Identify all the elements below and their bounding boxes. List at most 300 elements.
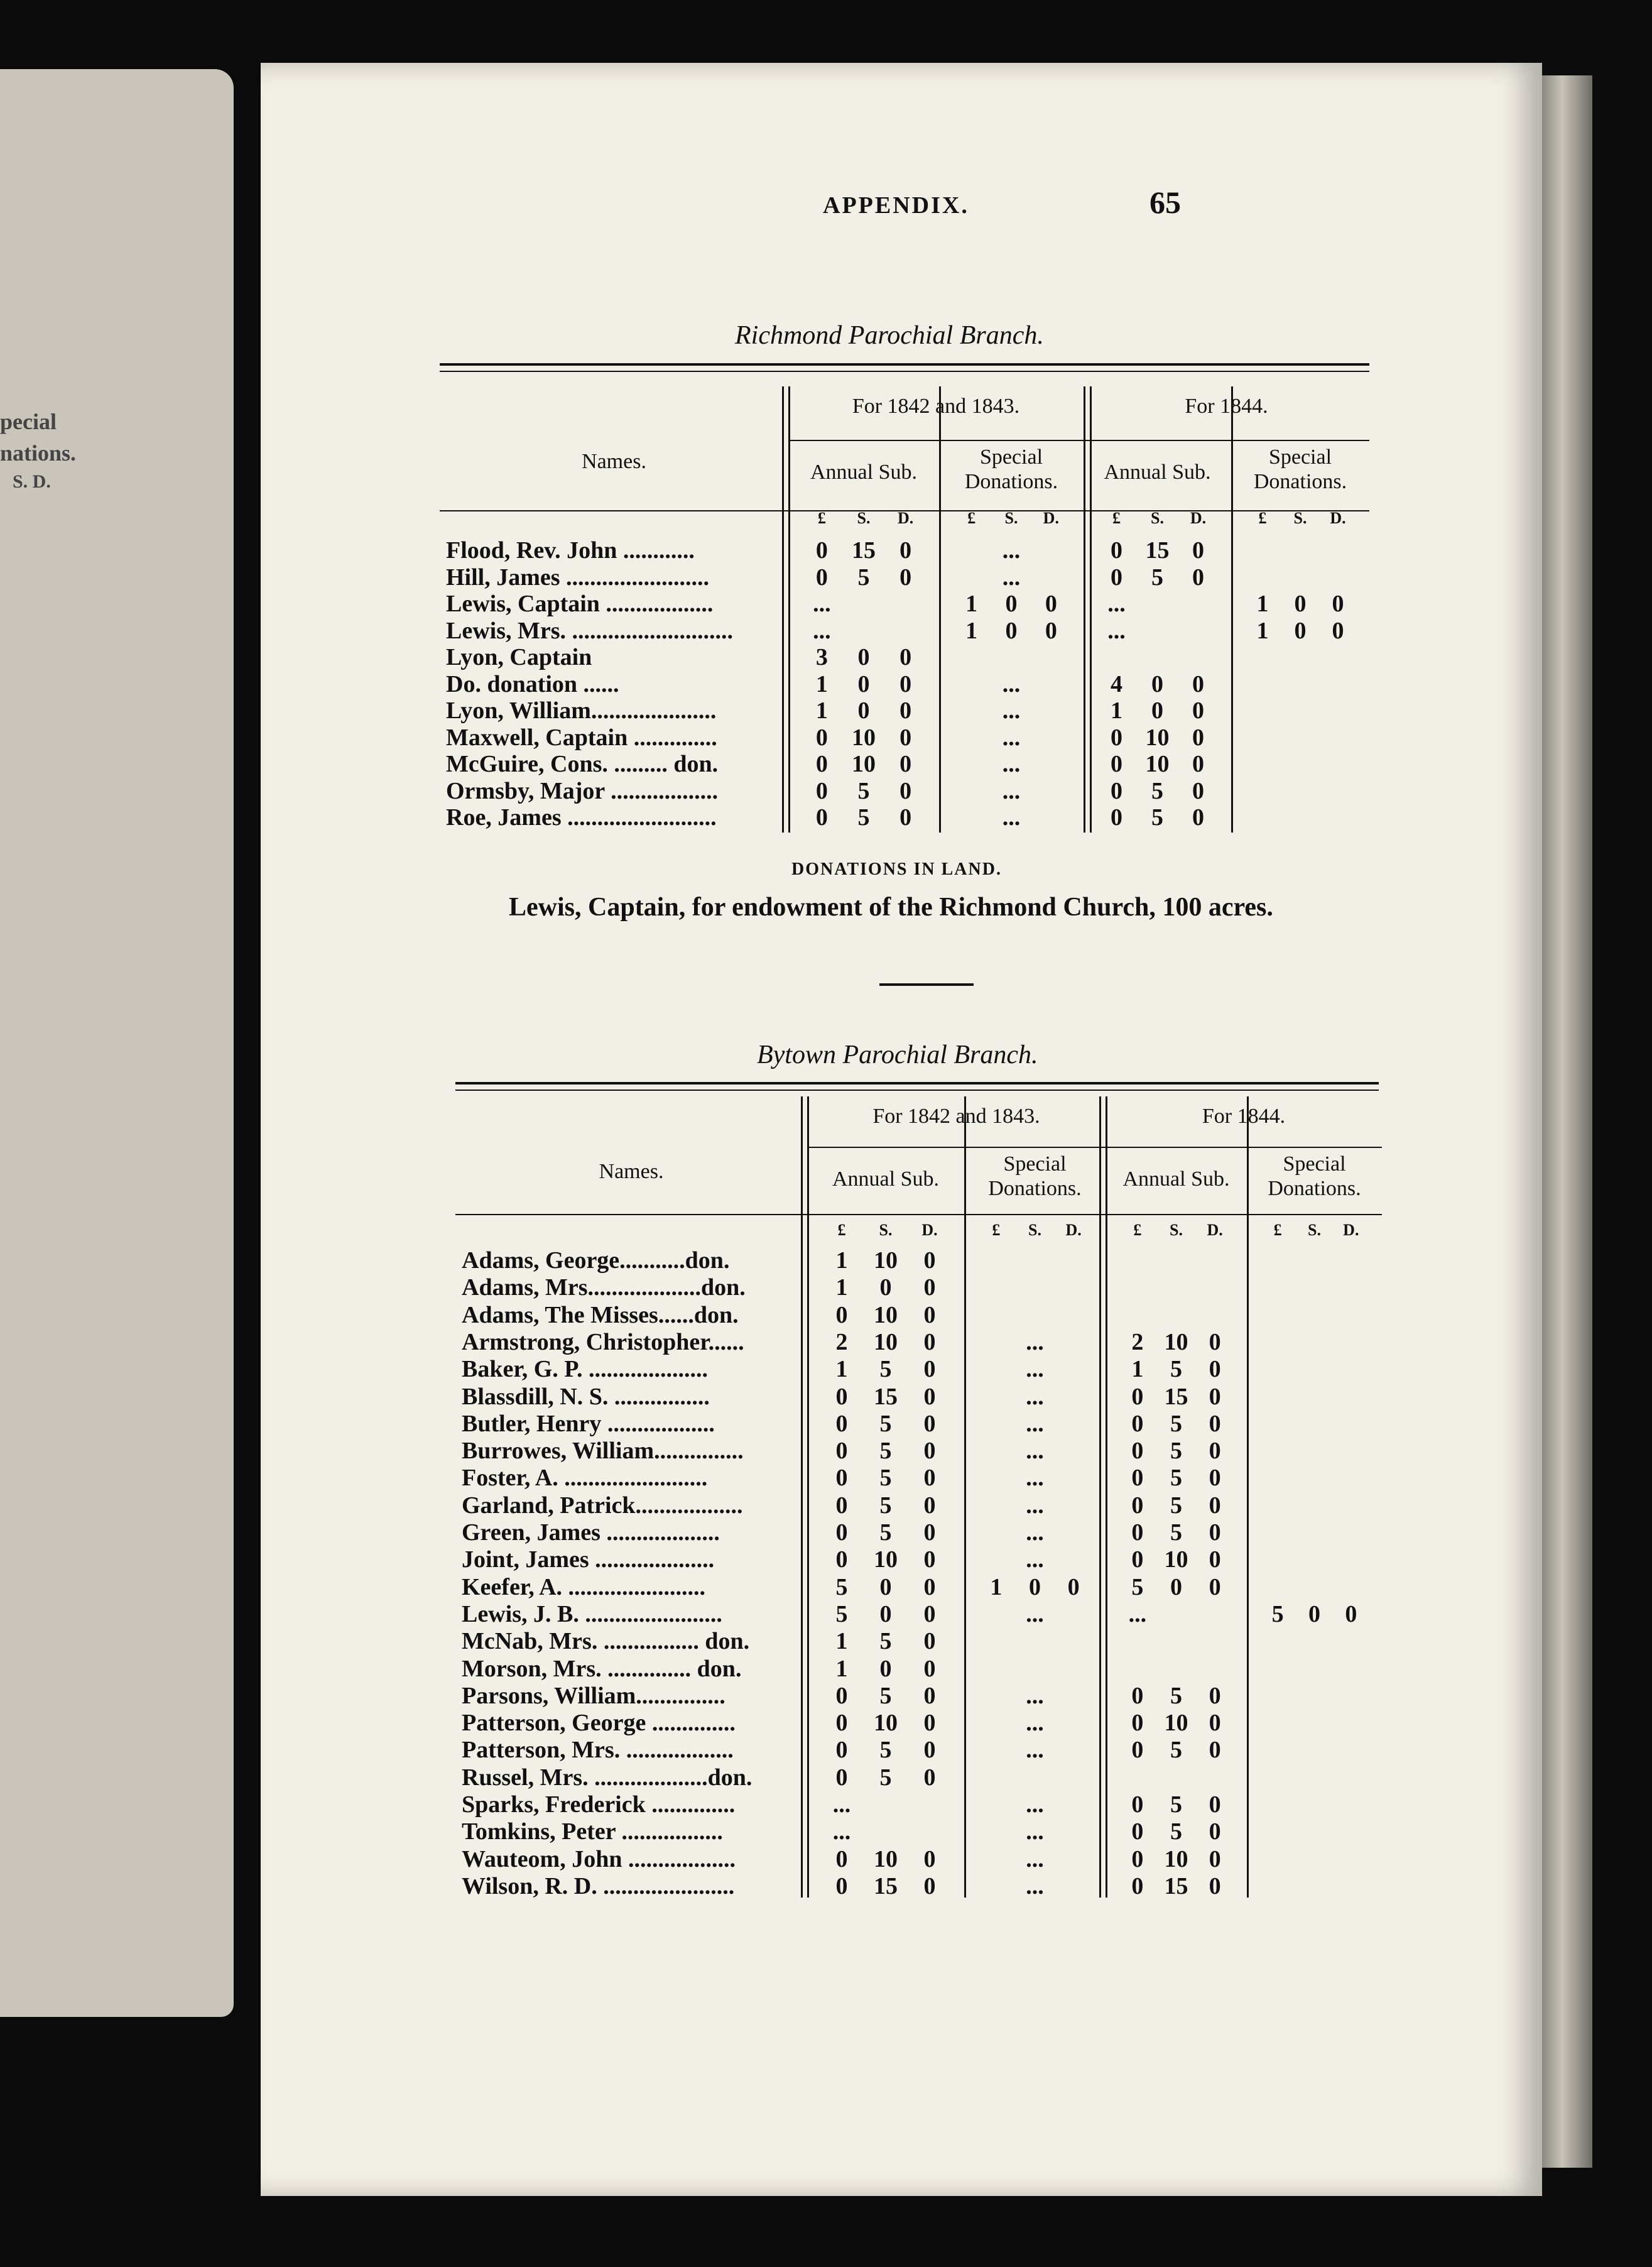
amount-cell: 10 <box>874 1328 898 1355</box>
unit-label: D. <box>1065 1221 1082 1239</box>
table-rule <box>455 1090 1379 1091</box>
amount-cell: 0 <box>899 564 912 591</box>
amount-cell: 0 <box>835 1710 848 1737</box>
ellipsis-cell: ... <box>1002 697 1021 724</box>
names-header: Names. <box>582 450 646 473</box>
amount-cell: ... <box>1107 591 1126 617</box>
name-cell: McNab, Mrs. ................ don. <box>462 1628 750 1655</box>
amount-cell: 0 <box>1209 1682 1221 1709</box>
unit-label: £ <box>817 509 826 527</box>
period-header: For 1844. <box>1185 395 1268 418</box>
amount-cell: 10 <box>1164 1710 1188 1737</box>
amount-cell: 0 <box>923 1682 936 1709</box>
unit-label: £ <box>837 1221 846 1239</box>
name-cell: Morson, Mrs. .............. don. <box>462 1655 742 1682</box>
special-donations-header: Special Donations. <box>988 1152 1082 1201</box>
amount-cell: 0 <box>1131 1791 1144 1818</box>
amount-cell: 0 <box>1308 1600 1320 1627</box>
ellipsis-cell: ... <box>1026 1845 1044 1872</box>
amount-cell: 0 <box>1192 564 1204 591</box>
amount-cell: 0 <box>835 1764 848 1791</box>
amount-cell: 0 <box>1131 1519 1144 1546</box>
unit-label: £ <box>1133 1221 1142 1239</box>
name-cell: Garland, Patrick.................. <box>462 1492 743 1519</box>
unit-label: D. <box>921 1221 938 1239</box>
ellipsis-cell: ... <box>1002 564 1021 591</box>
amount-cell: 0 <box>1209 1710 1221 1737</box>
amount-cell: 0 <box>1209 1410 1221 1437</box>
ellipsis-cell: ... <box>1002 777 1021 804</box>
unit-label: S. <box>1151 509 1164 527</box>
ellipsis-cell: ... <box>1026 1356 1044 1383</box>
name-cell: Sparks, Frederick .............. <box>462 1791 736 1818</box>
amount-cell: 0 <box>1111 537 1122 564</box>
amount-cell: 0 <box>857 670 870 697</box>
period-header: For 1842 and 1843. <box>872 1105 1040 1128</box>
amount-cell: 5 <box>879 1764 892 1791</box>
amount-cell: 0 <box>1209 1492 1221 1519</box>
amount-cell: 0 <box>835 1410 848 1437</box>
table-rule <box>455 1082 1379 1084</box>
amount-cell: 5 <box>1131 1573 1144 1600</box>
amount-cell: 0 <box>1111 777 1122 804</box>
name-cell: Ormsby, Major .................. <box>446 777 719 804</box>
ellipsis-cell: ... <box>1002 751 1021 777</box>
amount-cell: 0 <box>1209 1383 1221 1410</box>
amount-cell: 5 <box>879 1438 892 1465</box>
amount-cell: 5 <box>1170 1519 1182 1546</box>
amount-cell: 0 <box>1111 724 1122 751</box>
amount-cell: 5 <box>857 804 870 831</box>
names-header: Names. <box>599 1160 664 1183</box>
amount-cell: 0 <box>1131 1845 1144 1872</box>
ellipsis-cell: ... <box>1026 1791 1044 1818</box>
amount-cell: 0 <box>899 697 912 724</box>
amount-cell: 0 <box>1131 1546 1144 1573</box>
amount-cell: 10 <box>874 1247 898 1274</box>
amount-cell: 0 <box>923 1247 936 1274</box>
ellipsis-cell: ... <box>1026 1328 1044 1355</box>
amount-cell: 5 <box>1170 1410 1182 1437</box>
name-cell: Adams, Mrs...................don. <box>462 1274 746 1301</box>
amount-cell: 0 <box>1192 751 1204 777</box>
amount-cell: 5 <box>1151 564 1163 591</box>
amount-cell: 0 <box>1131 1818 1144 1845</box>
name-cell: Adams, George...........don. <box>462 1247 730 1274</box>
amount-cell: 0 <box>1209 1356 1221 1383</box>
amount-cell: 0 <box>857 697 870 724</box>
amount-cell: 5 <box>835 1573 848 1600</box>
unit-label: D. <box>898 509 914 527</box>
amount-cell: 0 <box>923 1410 936 1437</box>
unit-label: S. <box>1308 1221 1321 1239</box>
amount-cell: 10 <box>851 724 876 751</box>
amount-cell: 15 <box>1145 537 1170 564</box>
amount-cell: 0 <box>815 804 828 831</box>
amount-cell: 0 <box>835 1438 848 1465</box>
amount-cell: 0 <box>835 1737 848 1764</box>
amount-cell: 5 <box>879 1356 892 1383</box>
name-cell: Armstrong, Christopher...... <box>462 1328 744 1355</box>
amount-cell: 15 <box>1164 1383 1188 1410</box>
amount-cell: 10 <box>874 1710 898 1737</box>
header-rule <box>807 1147 1382 1148</box>
amount-cell: 0 <box>923 1655 936 1682</box>
amount-cell: 1 <box>1131 1356 1144 1383</box>
amount-cell: 0 <box>1192 697 1204 724</box>
column-rule <box>1084 386 1085 833</box>
column-rule <box>807 1096 809 1898</box>
ellipsis-cell: ... <box>1002 804 1021 831</box>
amount-cell: 0 <box>1294 591 1307 617</box>
amount-cell: 0 <box>1151 697 1163 724</box>
amount-cell: 0 <box>923 1546 936 1573</box>
amount-cell: 10 <box>1164 1328 1188 1355</box>
amount-cell: 5 <box>879 1737 892 1764</box>
amount-cell: 1 <box>1256 617 1269 644</box>
amount-cell: 0 <box>1005 617 1018 644</box>
amount-cell: 0 <box>1045 617 1057 644</box>
amount-cell: 5 <box>879 1628 892 1655</box>
ellipsis-cell: ... <box>1026 1872 1044 1899</box>
amount-cell: 0 <box>1151 670 1163 697</box>
column-rule <box>1247 1096 1249 1898</box>
amount-cell: 0 <box>1005 591 1018 617</box>
ellipsis-cell: ... <box>1002 724 1021 751</box>
special-donations-header: Special Donations. <box>964 445 1058 494</box>
name-cell: Wauteom, John .................. <box>462 1845 736 1872</box>
ellipsis-cell: ... <box>1026 1546 1044 1573</box>
amount-cell: 0 <box>923 1274 936 1301</box>
unit-label: S. <box>879 1221 893 1239</box>
amount-cell: 0 <box>1111 804 1122 831</box>
name-cell: Blassdill, N. S. ................ <box>462 1383 710 1410</box>
amount-cell: 0 <box>1131 1410 1144 1437</box>
amount-cell: 10 <box>851 751 876 777</box>
amount-cell: 0 <box>815 777 828 804</box>
amount-cell: 15 <box>851 537 876 564</box>
amount-cell: 0 <box>1111 751 1122 777</box>
bytown-title: Bytown Parochial Branch. <box>757 1041 1038 1069</box>
amount-cell: 0 <box>1131 1492 1144 1519</box>
amount-cell: 0 <box>1332 617 1344 644</box>
name-cell: Green, James ................... <box>462 1519 720 1546</box>
amount-cell: 0 <box>857 644 870 670</box>
ellipsis-cell: ... <box>1026 1383 1044 1410</box>
header-rule <box>788 440 1369 441</box>
amount-cell: 5 <box>1170 1438 1182 1465</box>
unit-label: £ <box>1258 509 1267 527</box>
amount-cell: 1 <box>835 1628 848 1655</box>
amount-cell: 0 <box>879 1274 892 1301</box>
amount-cell: 0 <box>923 1573 936 1600</box>
amount-cell: 0 <box>923 1710 936 1737</box>
amount-cell: 10 <box>874 1845 898 1872</box>
name-cell: McGuire, Cons. ......... don. <box>446 751 719 777</box>
unit-label: £ <box>1273 1221 1282 1239</box>
amount-cell: 0 <box>923 1519 936 1546</box>
page-number: 65 <box>1149 185 1181 220</box>
amount-cell: 0 <box>899 751 912 777</box>
amount-cell: 1 <box>835 1247 848 1274</box>
amount-cell: ... <box>813 617 831 644</box>
amount-cell: 0 <box>1028 1573 1041 1600</box>
amount-cell: 0 <box>899 777 912 804</box>
amount-cell: 0 <box>923 1356 936 1383</box>
amount-cell: 0 <box>1294 617 1307 644</box>
amount-cell: 1 <box>1111 697 1122 724</box>
amount-cell: 0 <box>1192 804 1204 831</box>
annual-sub-header: Annual Sub. <box>832 1167 939 1191</box>
amount-cell: 3 <box>815 644 828 670</box>
name-cell: Lyon, Captain <box>446 644 592 670</box>
amount-cell: 1 <box>815 697 828 724</box>
table-rule <box>440 363 1369 366</box>
annual-sub-header: Annual Sub. <box>810 461 917 484</box>
amount-cell: 5 <box>1151 804 1163 831</box>
amount-cell: 0 <box>899 724 912 751</box>
amount-cell: 5 <box>1170 1465 1182 1492</box>
amount-cell: 1 <box>835 1356 848 1383</box>
amount-cell: 0 <box>1192 537 1204 564</box>
name-cell: Parsons, William............... <box>462 1682 725 1709</box>
amount-cell: 0 <box>879 1573 892 1600</box>
column-rule <box>1231 386 1233 833</box>
amount-cell: 0 <box>923 1438 936 1465</box>
name-cell: Flood, Rev. John ............ <box>446 537 695 564</box>
amount-cell: 0 <box>1131 1383 1144 1410</box>
column-rule <box>1090 386 1092 833</box>
amount-cell: ... <box>1128 1600 1147 1627</box>
amount-cell: 5 <box>857 564 870 591</box>
unit-label: D. <box>1190 509 1207 527</box>
amount-cell: 0 <box>899 644 912 670</box>
amount-cell: 0 <box>923 1465 936 1492</box>
amount-cell: 0 <box>1209 1818 1221 1845</box>
amount-cell: 5 <box>1151 777 1163 804</box>
unit-label: £ <box>1112 509 1121 527</box>
unit-label: £ <box>967 509 976 527</box>
amount-cell: 5 <box>1170 1492 1182 1519</box>
amount-cell: 0 <box>815 537 828 564</box>
amount-cell: ... <box>832 1818 851 1845</box>
amount-cell: 0 <box>1131 1737 1144 1764</box>
amount-cell: 1 <box>965 617 978 644</box>
unit-label: S. <box>1170 1221 1183 1239</box>
amount-cell: ... <box>832 1791 851 1818</box>
amount-cell: 15 <box>874 1383 898 1410</box>
unit-label: D. <box>1207 1221 1223 1239</box>
amount-cell: 0 <box>879 1655 892 1682</box>
amount-cell: 10 <box>1145 724 1170 751</box>
amount-cell: 0 <box>835 1845 848 1872</box>
name-cell: Lewis, Captain .................. <box>446 591 714 617</box>
amount-cell: 0 <box>899 804 912 831</box>
left-page-line: nations. <box>0 440 77 466</box>
amount-cell: 0 <box>835 1492 848 1519</box>
unit-label: D. <box>1043 509 1059 527</box>
amount-cell: 0 <box>923 1328 936 1355</box>
amount-cell: 0 <box>1131 1872 1144 1899</box>
unit-label: S. <box>1293 509 1307 527</box>
name-cell: Baker, G. P. .................... <box>462 1356 709 1383</box>
amount-cell: 0 <box>1045 591 1057 617</box>
page-edge <box>1542 75 1592 2168</box>
amount-cell: 0 <box>1209 1737 1221 1764</box>
column-rule <box>1106 1096 1107 1898</box>
amount-cell: 0 <box>1067 1573 1080 1600</box>
amount-cell: 0 <box>835 1546 848 1573</box>
ellipsis-cell: ... <box>1026 1710 1044 1737</box>
name-cell: Wilson, R. D. ...................... <box>462 1872 735 1899</box>
amount-cell: 0 <box>815 564 828 591</box>
amount-cell: 0 <box>1170 1573 1182 1600</box>
amount-cell: 0 <box>1209 1328 1221 1355</box>
amount-cell: 1 <box>1256 591 1269 617</box>
amount-cell: 0 <box>1209 1546 1221 1573</box>
amount-cell: 2 <box>1131 1328 1144 1355</box>
column-rule <box>788 386 790 833</box>
amount-cell: 0 <box>923 1628 936 1655</box>
amount-cell: 5 <box>879 1465 892 1492</box>
left-page-line: pecial <box>0 409 57 434</box>
name-cell: Adams, The Misses......don. <box>462 1301 739 1328</box>
running-head <box>559 185 1181 229</box>
amount-cell: 5 <box>1170 1791 1182 1818</box>
amount-cell: 0 <box>1131 1710 1144 1737</box>
name-cell: Foster, A. ........................ <box>462 1465 708 1492</box>
amount-cell: 4 <box>1111 670 1122 697</box>
ellipsis-cell: ... <box>1026 1465 1044 1492</box>
amount-cell: 0 <box>1209 1519 1221 1546</box>
amount-cell: 10 <box>1145 751 1170 777</box>
ellipsis-cell: ... <box>1026 1438 1044 1465</box>
amount-cell: 0 <box>923 1383 936 1410</box>
name-cell: Patterson, Mrs. .................. <box>462 1737 734 1764</box>
table-rule <box>440 371 1369 372</box>
ellipsis-cell: ... <box>1026 1682 1044 1709</box>
unit-label: S. <box>1004 509 1018 527</box>
amount-cell: 5 <box>879 1519 892 1546</box>
amount-cell: 0 <box>1209 1465 1221 1492</box>
ellipsis-cell: ... <box>1026 1600 1044 1627</box>
amount-cell: 0 <box>899 537 912 564</box>
name-cell: Lyon, William..................... <box>446 697 717 724</box>
unit-label: S. <box>1028 1221 1041 1239</box>
name-cell: Patterson, George .............. <box>462 1710 736 1737</box>
amount-cell: 1 <box>990 1573 1003 1600</box>
amount-cell: 1 <box>965 591 978 617</box>
name-cell: Joint, James .................... <box>462 1546 715 1573</box>
amount-cell: 5 <box>879 1492 892 1519</box>
amount-cell: 0 <box>923 1764 936 1791</box>
amount-cell: 10 <box>1164 1845 1188 1872</box>
amount-cell: 0 <box>1209 1438 1221 1465</box>
amount-cell: 10 <box>874 1301 898 1328</box>
amount-cell: 0 <box>1192 670 1204 697</box>
amount-cell: 2 <box>835 1328 848 1355</box>
ellipsis-cell: ... <box>1026 1818 1044 1845</box>
amount-cell: 0 <box>1209 1872 1221 1899</box>
annual-sub-header: Annual Sub. <box>1122 1167 1230 1191</box>
amount-cell: 5 <box>1170 1818 1182 1845</box>
special-donations-header: Special Donations. <box>1253 445 1347 494</box>
amount-cell: 5 <box>1170 1682 1182 1709</box>
amount-cell: 0 <box>879 1600 892 1627</box>
amount-cell: 0 <box>835 1682 848 1709</box>
amount-cell: 0 <box>835 1872 848 1899</box>
amount-cell: 0 <box>923 1301 936 1328</box>
amount-cell: 5 <box>857 777 870 804</box>
amount-cell: 0 <box>1345 1600 1357 1627</box>
amount-cell: 5 <box>835 1600 848 1627</box>
amount-cell: 0 <box>1209 1791 1221 1818</box>
amount-cell: 5 <box>1170 1356 1182 1383</box>
name-cell: Roe, James ......................... <box>446 804 717 831</box>
amount-cell: 10 <box>874 1546 898 1573</box>
unit-label: D. <box>1330 509 1346 527</box>
name-cell: Keefer, A. ....................... <box>462 1573 706 1600</box>
amount-cell: 5 <box>1271 1600 1284 1627</box>
amount-cell: 0 <box>1192 724 1204 751</box>
period-header: For 1844. <box>1202 1105 1286 1128</box>
name-cell: Hill, James ........................ <box>446 564 710 591</box>
name-cell: Burrowes, William............... <box>462 1438 744 1465</box>
unit-label: S. <box>857 509 871 527</box>
amount-cell: 1 <box>815 670 828 697</box>
amount-cell: 0 <box>923 1737 936 1764</box>
name-cell: Maxwell, Captain .............. <box>446 724 717 751</box>
period-header: For 1842 and 1843. <box>852 395 1020 418</box>
amount-cell: 0 <box>923 1845 936 1872</box>
ellipsis-cell: ... <box>1026 1492 1044 1519</box>
amount-cell: 5 <box>879 1682 892 1709</box>
running-title: APPENDIX. <box>823 192 969 219</box>
amount-cell: 0 <box>835 1519 848 1546</box>
amount-cell: ... <box>813 591 831 617</box>
amount-cell: 0 <box>815 751 828 777</box>
amount-cell: 1 <box>835 1655 848 1682</box>
amount-cell: 0 <box>923 1600 936 1627</box>
amount-cell: 0 <box>1209 1845 1221 1872</box>
amount-cell: 0 <box>1131 1682 1144 1709</box>
amount-cell: 10 <box>1164 1546 1188 1573</box>
name-cell: Tomkins, Peter ................. <box>462 1818 723 1845</box>
amount-cell: 5 <box>879 1410 892 1437</box>
ellipsis-cell: ... <box>1026 1737 1044 1764</box>
amount-cell: 0 <box>923 1872 936 1899</box>
amount-cell: 0 <box>835 1383 848 1410</box>
amount-cell: 0 <box>1111 564 1122 591</box>
special-donations-header: Special Donations. <box>1268 1152 1361 1201</box>
ellipsis-cell: ... <box>1002 537 1021 564</box>
left-page-line: S. D. <box>13 471 51 492</box>
amount-cell: 0 <box>1131 1438 1144 1465</box>
name-cell: Do. donation ...... <box>446 670 619 697</box>
ellipsis-cell: ... <box>1026 1519 1044 1546</box>
richmond-title: Richmond Parochial Branch. <box>735 321 1044 350</box>
ellipsis-cell: ... <box>1002 670 1021 697</box>
amount-cell: ... <box>1107 617 1126 644</box>
name-cell: Lewis, J. B. ....................... <box>462 1600 722 1627</box>
amount-cell: 5 <box>1170 1737 1182 1764</box>
amount-cell: 0 <box>1209 1573 1221 1600</box>
amount-cell: 0 <box>835 1465 848 1492</box>
ellipsis-cell: ... <box>1026 1410 1044 1437</box>
section-divider <box>879 983 974 986</box>
unit-label: D. <box>1343 1221 1359 1239</box>
amount-cell: 0 <box>815 724 828 751</box>
